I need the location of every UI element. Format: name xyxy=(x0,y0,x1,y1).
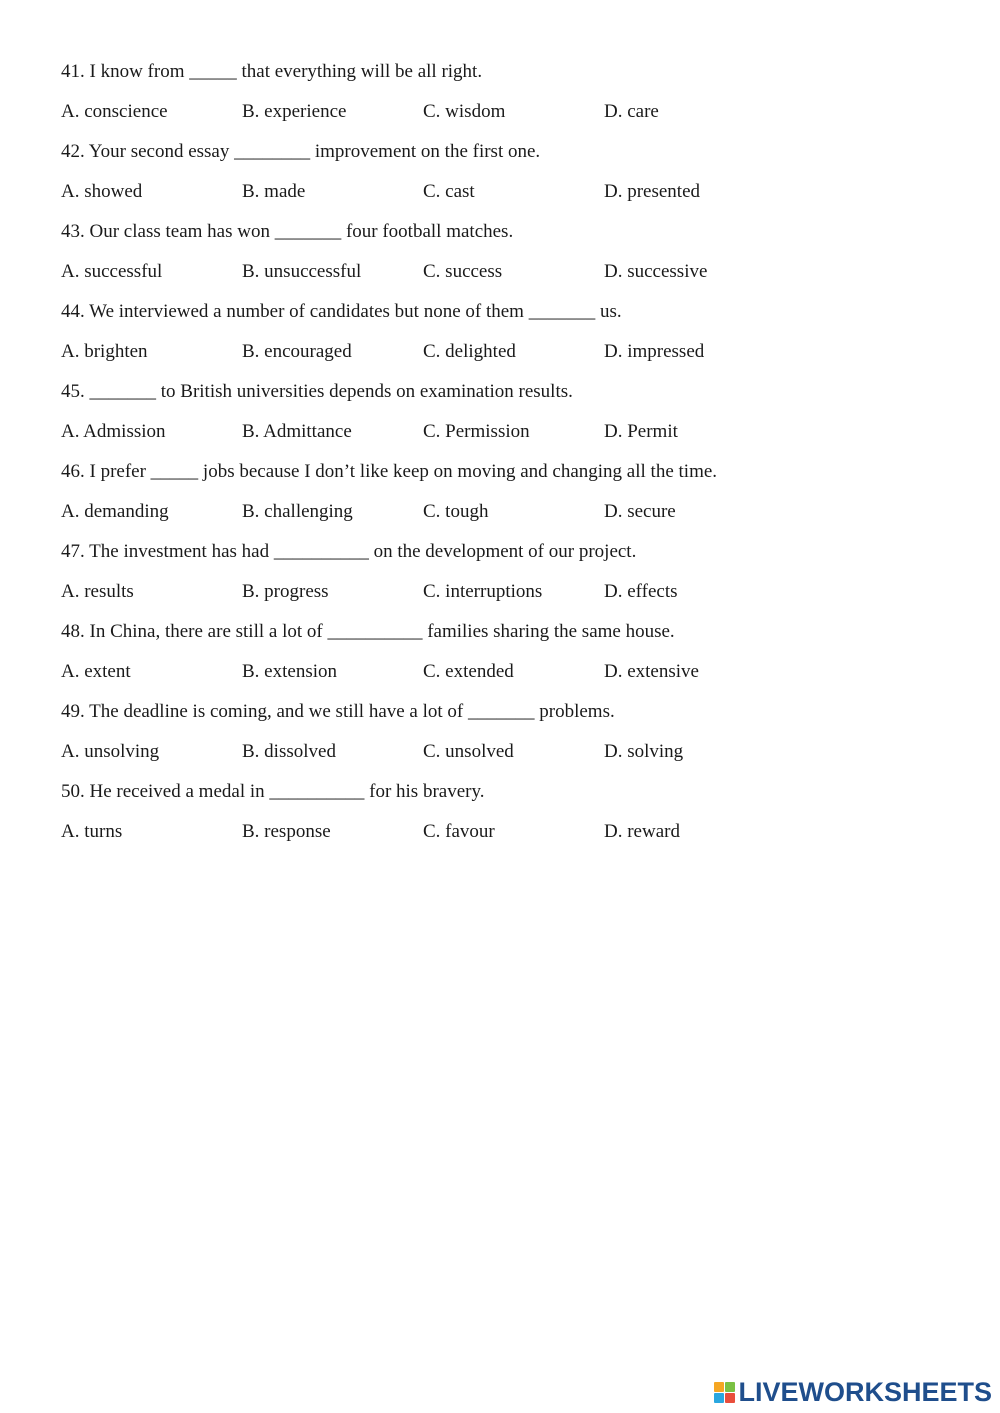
option-44-b[interactable]: B. encouraged xyxy=(242,341,352,362)
question-41: 41. I know from _____ that everything will be all right. xyxy=(61,61,483,82)
option-49-d[interactable]: D. solving xyxy=(604,741,684,762)
question-46: 46. I prefer _____ jobs because I don’t like keep on moving and changing all the time. xyxy=(61,461,718,482)
option-41-c[interactable]: C. wisdom xyxy=(423,101,506,122)
option-41-b[interactable]: B. experience xyxy=(242,101,347,122)
option-42-a[interactable]: A. showed xyxy=(61,181,143,202)
option-47-b[interactable]: B. progress xyxy=(242,581,329,602)
liveworksheets-logo xyxy=(714,1377,992,1407)
options-44 xyxy=(61,338,961,378)
option-46-d[interactable]: D. secure xyxy=(604,501,676,522)
option-43-c[interactable]: C. success xyxy=(423,261,503,282)
option-49-c[interactable]: C. unsolved xyxy=(423,741,514,762)
option-43-a[interactable]: A. successful xyxy=(61,261,163,282)
option-50-c[interactable]: C. favour xyxy=(423,821,495,842)
option-44-a[interactable]: A. brighten xyxy=(61,341,148,362)
option-43-b[interactable]: B. unsuccessful xyxy=(242,261,362,282)
logo-mark-square-4 xyxy=(725,1393,735,1403)
option-41-d[interactable]: D. care xyxy=(604,101,659,122)
logo-mark-square-1 xyxy=(714,1382,724,1392)
question-45: 45. _______ to British universities depends on examination results. xyxy=(61,381,573,402)
option-43-d[interactable]: D. successive xyxy=(604,261,708,282)
option-45-d[interactable]: D. Permit xyxy=(604,421,678,442)
options-48 xyxy=(61,658,961,698)
option-47-d[interactable]: D. effects xyxy=(604,581,678,602)
worksheet xyxy=(61,58,961,858)
logo-mark-square-2 xyxy=(725,1382,735,1392)
option-47-a[interactable]: A. results xyxy=(61,581,134,602)
option-45-c[interactable]: C. Permission xyxy=(423,421,530,442)
options-42 xyxy=(61,178,961,218)
question-50: 50. He received a medal in __________ for his bravery. xyxy=(61,781,485,802)
option-50-d[interactable]: D. reward xyxy=(604,821,680,842)
question-42: 42. Your second essay ________ improvement on the first one. xyxy=(61,141,541,162)
option-41-a[interactable]: A. conscience xyxy=(61,101,168,122)
option-46-c[interactable]: C. tough xyxy=(423,501,489,522)
option-42-c[interactable]: C. cast xyxy=(423,181,475,202)
option-46-b[interactable]: B. challenging xyxy=(242,501,353,522)
option-48-b[interactable]: B. extension xyxy=(242,661,337,682)
options-43 xyxy=(61,258,961,298)
options-50 xyxy=(61,818,961,858)
option-49-a[interactable]: A. unsolving xyxy=(61,741,160,762)
option-47-c[interactable]: C. interruptions xyxy=(423,581,543,602)
option-46-a[interactable]: A. demanding xyxy=(61,501,169,522)
option-42-b[interactable]: B. made xyxy=(242,181,306,202)
option-50-b[interactable]: B. response xyxy=(242,821,331,842)
option-50-a[interactable]: A. turns xyxy=(61,821,123,842)
option-44-d[interactable]: D. impressed xyxy=(604,341,705,362)
option-44-c[interactable]: C. delighted xyxy=(423,341,516,362)
option-49-b[interactable]: B. dissolved xyxy=(242,741,336,762)
option-42-d[interactable]: D. presented xyxy=(604,181,701,202)
question-47: 47. The investment has had __________ on the development of our project. xyxy=(61,541,637,562)
logo-mark-icon xyxy=(714,1382,735,1403)
options-46 xyxy=(61,498,961,538)
option-48-a[interactable]: A. extent xyxy=(61,661,131,682)
options-41 xyxy=(61,98,961,138)
options-45 xyxy=(61,418,961,458)
option-48-c[interactable]: C. extended xyxy=(423,661,514,682)
logo-text: LIVEWORKSHEETS xyxy=(738,1376,992,1407)
question-48: 48. In China, there are still a lot of __________ families sharing the same house. xyxy=(61,621,675,642)
question-44: 44. We interviewed a number of candidates but none of them _______ us. xyxy=(61,301,622,322)
question-49: 49. The deadline is coming, and we still have a lot of _______ problems. xyxy=(61,701,615,722)
options-49 xyxy=(61,738,961,778)
option-48-d[interactable]: D. extensive xyxy=(604,661,699,682)
option-45-b[interactable]: B. Admittance xyxy=(242,421,352,442)
option-45-a[interactable]: A. Admission xyxy=(61,421,166,442)
question-43: 43. Our class team has won _______ four football matches. xyxy=(61,221,514,242)
logo-mark-square-3 xyxy=(714,1393,724,1403)
options-47 xyxy=(61,578,961,618)
